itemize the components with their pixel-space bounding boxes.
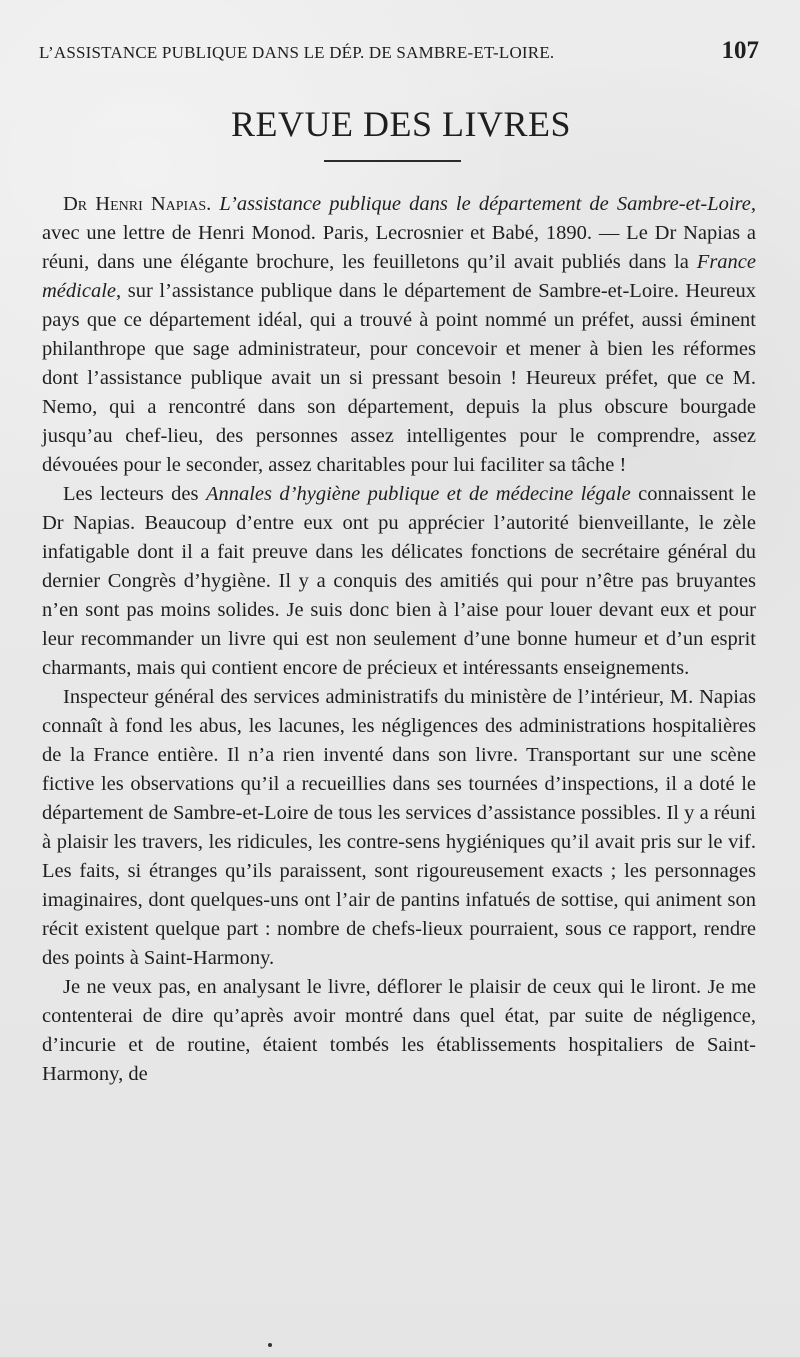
page-number: 107 [721, 37, 759, 64]
running-header [39, 37, 759, 67]
paragraph-3: Inspecteur général des services administratifs du ministère de l’intérieur, M. Napias connaît à fond les abus, les lacunes, les négligences des administrations hospitalières de la France entière. Il n’a rien inventé dans son livre. Transportant sur une scène fictive les observations qu’il a recueillies dans ses tournées d’inspections, il a doté le département de Sambre-et-Loire de tous les services d’assistance possibles. Il y a réuni à plaisir les travers, les ridicules, les contre-sens hygiéniques qu’il avait pris sur le vif. Les faits, si étranges qu’ils paraissent, sont rigoureusement exacts ; les personnages imaginaires, dont quelques-uns ont l’air de pantins infatués de sottise, qui animent son récit existent quelque part : nombre de chefs-lieux pourraient, sous ce rapport, rendre des points à Saint-Harmony. [42, 686, 756, 969]
intro-text-2: , sur l’assistance publique dans le département de Sambre-et-Loire. Heureux pays que ce département idéal, qui a trouvé à point nommé un préfet, aussi éminent philanthrope que sage administrateur, pour concevoir et mener à bien les réformes dont l’assistance publique avait un si pressant besoin ! Heureux préfet, que ce M. Nemo, qui a rencontré dans son département, depuis la plus obscure bourgade jusqu’au chef-lieu, des personnes assez intelligentes pour le comprendre, assez dévouées pour le seconder, assez charitables pour lui faciliter sa tâche ! [42, 280, 756, 476]
title-rule [324, 160, 461, 162]
bottom-mark [268, 1343, 272, 1347]
paragraph-2-end: connaissent le Dr Napias. Beaucoup d’entre eux ont pu apprécier l’autorité bienveillante, le zèle infatigable dont il a fait preuve dans les délicates fonctions de secrétaire général du dernier Congrès d’hygiène. Il y a conquis des amitiés qui pour n’être pas bruyantes n’en sont pas moins solides. Je suis donc bien à l’aise pour louer devant eux et pour leur recommander un livre qui est non seulement d’une bonne humeur et d’un esprit charmants, mais qui contient encore de précieux et intéressants enseignements. [42, 483, 756, 679]
section-title: REVUE DES LIVRES [231, 104, 571, 144]
article-body [42, 190, 756, 1089]
journal-title-2: Annales d’hygiène publique et de médecine légale [205, 483, 631, 505]
journal-title-1: France médicale [42, 251, 756, 302]
paragraph-4: Je ne veux pas, en analysant le livre, déflorer le plaisir de ceux qui le liront. Je me contenterai de dire qu’après avoir montré dans quel état, par suite de négligence, d’incurie et de routine, étaient tombés les établissements hospitaliers de Saint-Harmony, de [42, 976, 756, 1085]
book-title: L’assistance publique dans le département de Sambre-et-Loire, [219, 193, 756, 215]
running-title: L’ASSISTANCE PUBLIQUE DANS LE DÉP. DE SAMBRE-ET-LOIRE. [39, 43, 555, 62]
paragraph-2-start: Les lecteurs des [63, 483, 206, 505]
author-name: Dr Henri Napias. [63, 193, 212, 215]
paragraph-1 [42, 190, 756, 480]
paragraph-2 [42, 480, 756, 683]
intro-text: avec une lettre de Henri Monod. Paris, Lecrosnier et Babé, 1890. — Le Dr Napias a réuni, dans une élégante brochure, les feuilletons qu’il avait publiés dans la [42, 222, 756, 273]
